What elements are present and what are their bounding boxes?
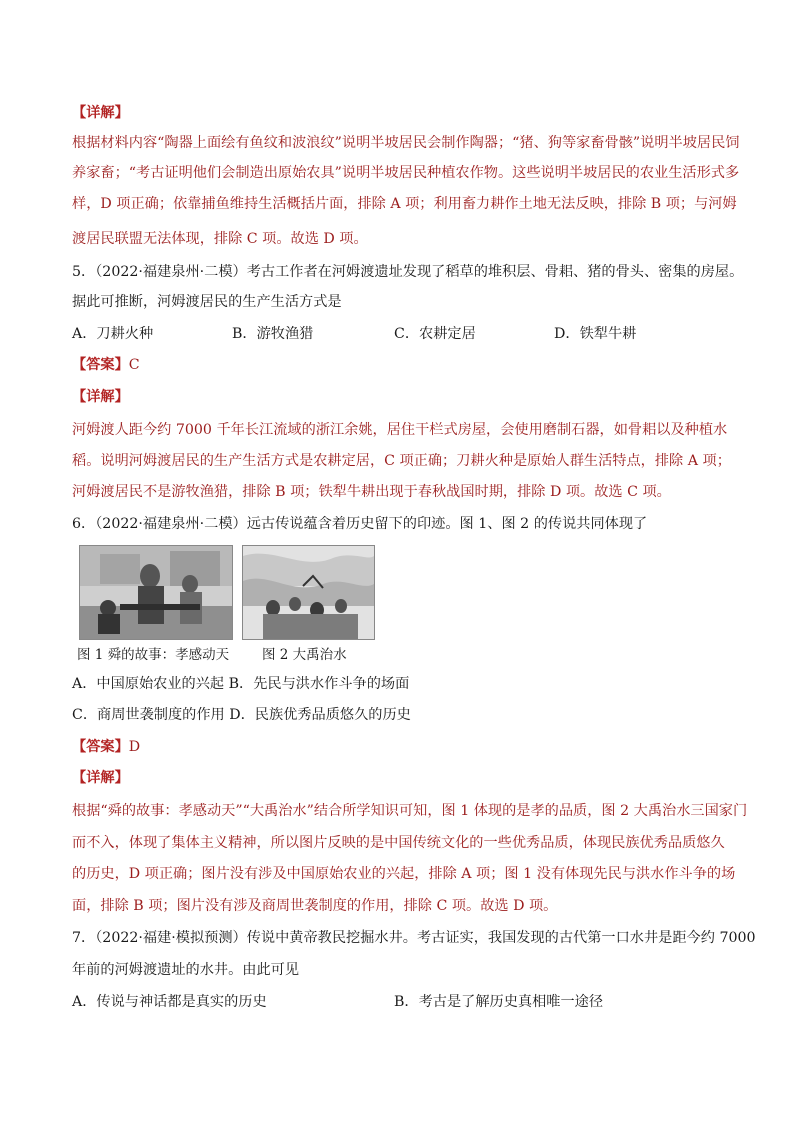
detail-line: 面，排除 B 项；图片没有涉及商周世袭制度的作用，排除 C 项。故选 D 项。 — [72, 898, 558, 914]
answer-value: D — [128, 739, 141, 755]
option-c: C．农耕定居 — [394, 326, 476, 342]
option-d: D．铁犁牛耕 — [554, 326, 637, 342]
detail-line: 而不入，体现了集体主义精神，所以图片反映的是中国传统文化的一些优秀品质，体现民族优秀品质悠久 — [72, 835, 725, 851]
question-5-stem: 5．（2022·福建泉州·二模）考古工作者在河姆渡遗址发现了稻草的堆积层、骨耜、猪的骨头、密集的房屋。 — [72, 264, 744, 280]
answer-row — [72, 355, 140, 375]
detail-line: 样，D 项正确；依靠捕鱼维持生活概括片面，排除 A 项；利用畜力耕作土地无法反映，排除 B 项；与河姆 — [72, 196, 737, 212]
answer-row — [72, 737, 140, 757]
detail-line: 的历史，D 项正确；图片没有涉及中国原始农业的兴起，排除 A 项；图 1 没有体现先民与洪水作斗争的场 — [72, 866, 736, 882]
detail-line: 稻。说明河姆渡居民的生产生活方式是农耕定居，C 项正确；刀耕火种是原始人群生活特点，排除 A 项； — [72, 453, 731, 469]
answer-label: 【答案】 — [72, 357, 129, 373]
question-6-options: A．中国原始农业的兴起 B．先民与洪水作斗争的场面 — [72, 676, 410, 692]
question-6-stem: 6．（2022·福建泉州·二模）远古传说蕴含着历史留下的印迹。图 1、图 2 的传说共同体现了 — [72, 516, 648, 532]
question-6-options: C．商周世袭制度的作用 D．民族优秀品质悠久的历史 — [72, 707, 411, 723]
question-7-stem: 年前的河姆渡遗址的水井。由此可见 — [72, 962, 300, 978]
figure-1-caption: 图 1 舜的故事：孝感动天 — [77, 647, 230, 663]
answer-label: 【答案】 — [72, 739, 129, 755]
detail-line: 根据“舜的故事：孝感动天”“大禹治水”结合所学知识可知，图 1 体现的是孝的品质，图 2 大禹治水三国家门 — [72, 803, 748, 819]
detail-line: 河姆渡居民不是游牧渔猎，排除 B 项；铁犁牛耕出现于春秋战国时期，排除 D 项。故选 C 项。 — [72, 484, 671, 500]
figure-1-image — [79, 545, 233, 640]
option-b: B．考古是了解历史真相唯一途径 — [394, 994, 604, 1010]
question-7-stem: 7．（2022·福建·模拟预测）传说中黄帝教民挖掘水井。考古证实，我国发现的古代第一口水井是距今约 7000 — [72, 930, 756, 946]
detail-line: 渡居民联盟无法体现，排除 C 项。故选 D 项。 — [72, 231, 368, 247]
option-a: A．传说与神话都是真实的历史 — [72, 994, 267, 1010]
figure-2-caption: 图 2 大禹治水 — [262, 647, 347, 663]
detail-line: 河姆渡人距今约 7000 千年长江流域的浙江余姚，居住干栏式房屋，会使用磨制石器，如骨耜以及种植水 — [72, 422, 728, 438]
detail-line: 根据材料内容“陶器上面绘有鱼纹和波浪纹”说明半坡居民会制作陶器；“猪、狗等家畜骨骸”说明半坡居民饲 — [72, 135, 740, 151]
option-b: B．游牧渔猎 — [232, 326, 314, 342]
detail-line: 养家畜；“考古证明他们会制造出原始农具”说明半坡居民种植农作物。这些说明半坡居民的农业生活形式多 — [72, 165, 740, 181]
detail-label: 【详解】 — [72, 105, 129, 121]
detail-label: 【详解】 — [72, 770, 129, 786]
question-5-stem: 据此可推断，河姆渡居民的生产生活方式是 — [72, 294, 342, 310]
option-a: A．刀耕火种 — [72, 326, 154, 342]
detail-label: 【详解】 — [72, 389, 129, 405]
figure-2-image — [242, 545, 375, 640]
answer-value: C — [128, 357, 140, 373]
